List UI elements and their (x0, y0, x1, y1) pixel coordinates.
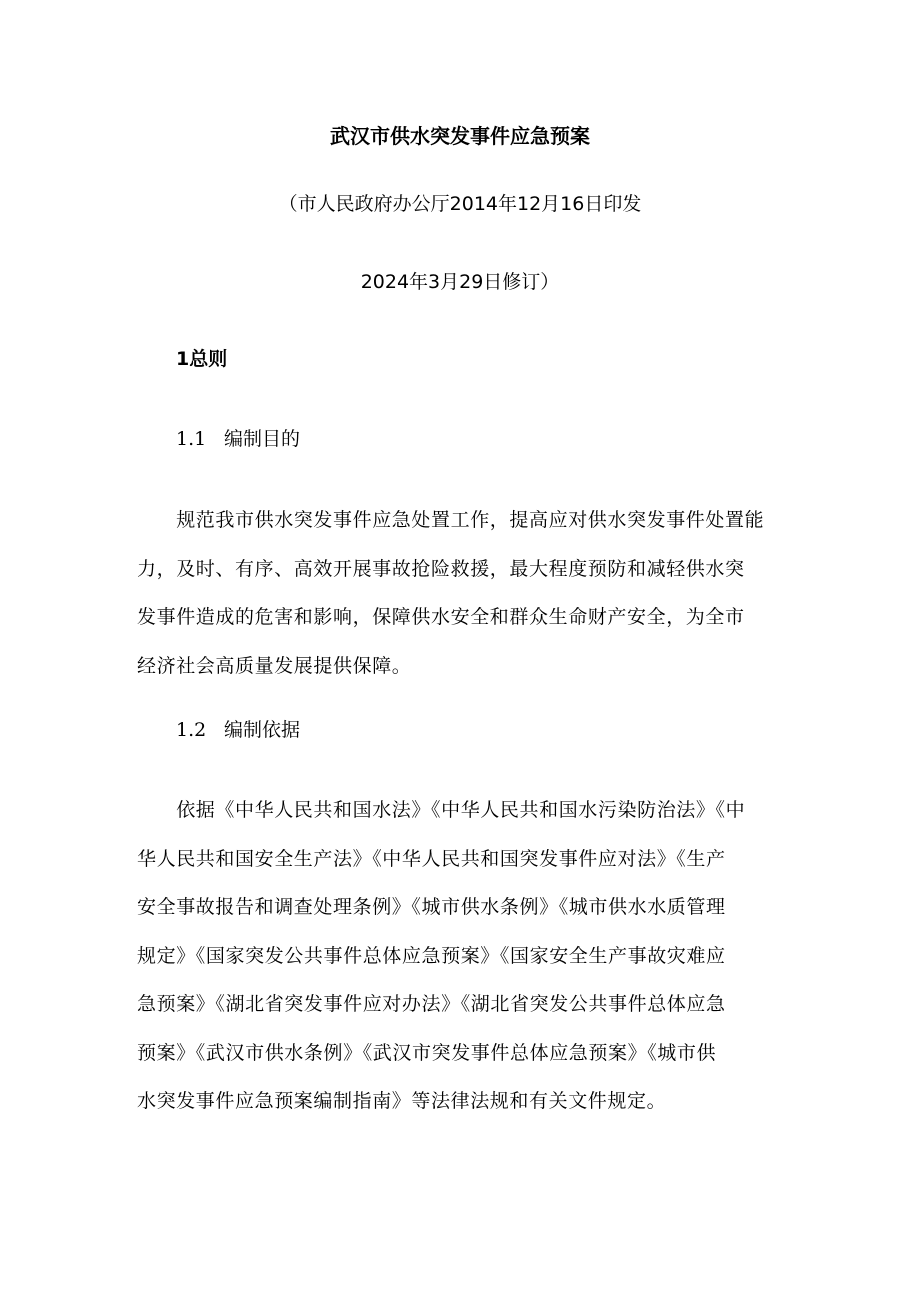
section-1-heading: 1总则 (176, 348, 228, 370)
section-1-2-paragraph (137, 786, 777, 1126)
paragraph-line: 安全事故报告和调查处理条例》《城市供水条例》《城市供水水质管理 (137, 896, 726, 918)
document-subtitle-line-1: （市人民政府办公厅2014年12月16日印发 (278, 193, 642, 215)
document-subtitle-line-2: 2024年3月29日修订） (360, 271, 560, 293)
paragraph-line: 依据《中华人民共和国水法》《中华人民共和国水污染防治法》《中 (137, 799, 746, 821)
paragraph-line: 规定》《国家突发公共事件总体应急预案》《国家安全生产事故灾难应 (137, 944, 726, 967)
section-1-1-heading (176, 425, 300, 453)
document-title: 武汉市供水突发事件应急预案 (330, 124, 590, 148)
section-number: 1.2 (176, 719, 207, 741)
section-title: 编制依据 (224, 719, 301, 741)
paragraph-line: 预案》《武汉市供水条例》《武汉市突发事件总体应急预案》《城市供 (137, 1041, 717, 1064)
paragraph-line: 经济社会高质量发展提供保障。 (137, 654, 412, 677)
paragraph-line: 规范我市供水突发事件应急处置工作，提高应对供水突发事件处置能 (137, 509, 765, 531)
paragraph-line: 发事件造成的危害和影响，保障供水安全和群众生命财产安全，为全市 (137, 606, 745, 628)
section-title: 编制目的 (224, 428, 301, 450)
paragraph-line: 华人民共和国安全生产法》《中华人民共和国突发事件应对法》《生产 (137, 847, 726, 870)
section-1-2-heading (176, 716, 300, 744)
paragraph-line: 水突发事件应急预案编制指南》等法律法规和有关文件规定。 (137, 1090, 667, 1112)
paragraph-line: 力，及时、有序、高效开展事故抢险救援，最大程度预防和减轻供水突 (137, 557, 745, 580)
paragraph-line: 急预案》《湖北省突发事件应对办法》《湖北省突发公共事件总体应急 (137, 993, 726, 1015)
section-1-1-paragraph (137, 496, 777, 690)
section-number: 1.1 (176, 428, 207, 450)
